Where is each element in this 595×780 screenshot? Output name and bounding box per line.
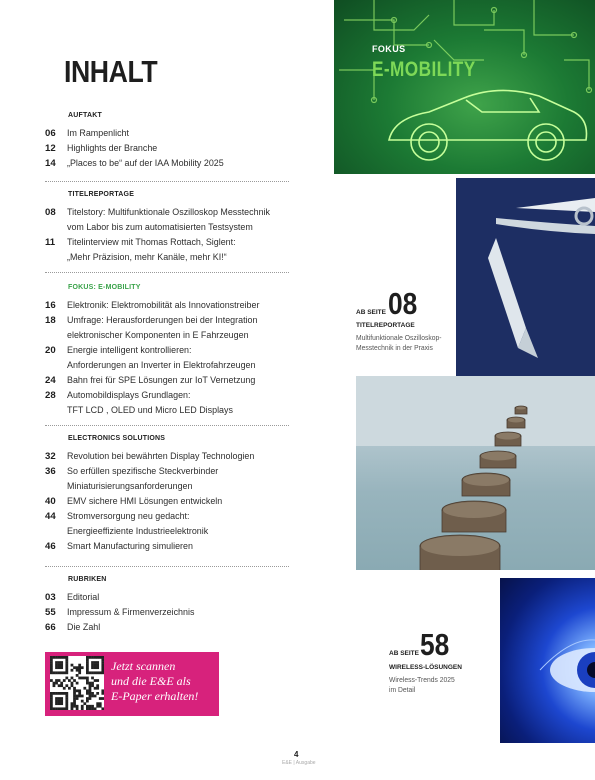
toc-entry[interactable] — [45, 313, 305, 343]
teaser-1-line-1: Multifunktionale Oszilloskop- — [356, 333, 442, 342]
toc-entry-page: 55 — [45, 607, 56, 618]
toc-entry-title: Revolution bei bewährten Display Technologien — [67, 451, 255, 462]
toc-entry-page: 28 — [45, 390, 56, 401]
toc-entry-page: 16 — [45, 300, 56, 311]
page-number: 4 — [294, 750, 299, 759]
qr-epaper-banner[interactable] — [45, 652, 219, 716]
section-heading: TITELREPORTAGE — [68, 191, 135, 198]
toc-entry-title: Energie intelligent kontrollieren: — [67, 345, 192, 356]
toc-entry-page: 24 — [45, 375, 56, 386]
section-divider — [45, 566, 289, 567]
toc-entry-page: 20 — [45, 345, 56, 356]
section-divider — [45, 425, 289, 426]
qr-code[interactable] — [50, 656, 104, 710]
section-heading: ELECTRONICS SOLUTIONS — [68, 435, 166, 442]
teaser-1-ab-label: AB SEITE — [356, 309, 386, 316]
toc-entry-page: 18 — [45, 315, 56, 326]
toc-entry-title: Miniaturisierungsanforderungen — [67, 481, 193, 492]
toc-entry-page: 12 — [45, 143, 56, 154]
teaser-2-line-2: im Detail — [389, 685, 416, 694]
toc-entry[interactable] — [45, 156, 305, 171]
page-title: INHALT — [64, 54, 158, 89]
page-footer: E&E | Ausgabe — [282, 760, 316, 766]
toc-entry[interactable] — [45, 464, 305, 494]
toc-entry-title: „Places to be“ auf der IAA Mobility 2025 — [67, 158, 224, 169]
toc-entry[interactable] — [45, 388, 305, 418]
section-divider — [45, 272, 289, 273]
toc-entry-title: Smart Manufacturing simulieren — [67, 541, 193, 552]
qr-banner-line-3: E-Paper erhalten! — [111, 689, 199, 703]
toc-entry-page: 06 — [45, 128, 56, 139]
toc-entry-title: Anforderungen an Inverter in Elektrofahrzeugen — [67, 360, 256, 371]
toc-entry-title: Stromversorgung neu gedacht: — [67, 511, 190, 522]
wooden-posts-sea-image — [356, 376, 595, 570]
toc-entry[interactable] — [45, 298, 305, 313]
teaser-2-line-1: Wireless-Trends 2025 — [389, 675, 455, 684]
qr-banner-line-1: Jetzt scannen — [111, 659, 176, 673]
teaser-2-kicker: WIRELESS-LÖSUNGEN — [389, 664, 462, 671]
toc-entry-title: vom Labor bis zum automatisierten Testsystem — [67, 222, 253, 233]
toc-entry-title: Editorial — [67, 592, 100, 603]
toc-entry[interactable] — [45, 509, 305, 539]
toc-entry-page: 46 — [45, 541, 56, 552]
toc-entry-page: 40 — [45, 496, 56, 507]
toc-entry-title: Automobildisplays Grundlagen: — [67, 390, 191, 401]
section-divider — [45, 181, 289, 182]
teaser-2-ab-label: AB SEITE — [389, 650, 419, 657]
toc-entry[interactable] — [45, 205, 305, 235]
toc-entry-page: 08 — [45, 207, 56, 218]
toc-entry-title: elektronischer Komponenten in E Fahrzeugen — [67, 330, 249, 341]
toc-entry-page: 11 — [45, 237, 56, 248]
emobility-circuit-car-image — [334, 0, 595, 174]
toc-entry[interactable] — [45, 590, 305, 605]
eye-image — [500, 578, 595, 743]
toc-entry-title: Umfrage: Herausforderungen bei der Integration — [67, 315, 258, 326]
toc-entry-title: Titelinterview mit Thomas Rottach, Siglent: — [67, 237, 236, 248]
toc-entry[interactable] — [45, 141, 305, 156]
toc-entry[interactable] — [45, 235, 305, 265]
section-heading: AUFTAKT — [68, 112, 102, 119]
toc-entry-title: Highlights der Branche — [67, 143, 158, 154]
toc-entry-page: 03 — [45, 592, 56, 603]
teaser-1-kicker: TITELREPORTAGE — [356, 322, 415, 329]
toc-entry[interactable] — [45, 373, 305, 388]
toc-entry-title: EMV sichere HMI Lösungen entwickeln — [67, 496, 223, 507]
section-heading: FOKUS: E-MOBILITY — [68, 284, 141, 291]
teaser-2-page-number: 58 — [420, 627, 450, 662]
toc-entry-page: 36 — [45, 466, 56, 477]
toc-entry[interactable] — [45, 494, 305, 509]
toc-entry-title: TFT LCD , OLED und Micro LED Displays — [67, 405, 233, 416]
toc-entry-title: Elektronik: Elektromobilität als Innovationstreiber — [67, 300, 260, 311]
toc-entry-page: 44 — [45, 511, 56, 522]
section-heading: RUBRIKEN — [68, 576, 107, 583]
toc-entry[interactable] — [45, 126, 305, 141]
fokus-title: E-MOBILITY — [372, 58, 476, 81]
toc-entry-title: Die Zahl — [67, 622, 101, 633]
toc-entry[interactable] — [45, 539, 305, 554]
toc-entry-title: Im Rampenlicht — [67, 128, 129, 139]
toc-entry[interactable] — [45, 620, 305, 635]
toc-entry-title: So erfüllen spezifische Steckverbinder — [67, 466, 219, 477]
toc-entry-title: „Mehr Präzision, mehr Kanäle, mehr KI!“ — [67, 252, 227, 263]
qr-banner-line-2: und die E&E als — [111, 674, 191, 688]
teaser-1-page-number: 08 — [388, 286, 418, 321]
toc-entry-title: Titelstory: Multifunktionale Oszilloskop Messtechnik — [67, 207, 270, 218]
toc-entry[interactable] — [45, 343, 305, 373]
toc-entry-title: Impressum & Firmenverzeichnis — [67, 607, 195, 618]
scissors-image — [456, 178, 595, 382]
toc-entry-page: 32 — [45, 451, 56, 462]
toc-entry-page: 66 — [45, 622, 56, 633]
toc-entry[interactable] — [45, 605, 305, 620]
teaser-1-line-2: Messtechnik in der Praxis — [356, 343, 433, 352]
toc-entry[interactable] — [45, 449, 305, 464]
toc-entry-page: 14 — [45, 158, 56, 169]
toc-entry-title: Energieeffiziente Industrieelektronik — [67, 526, 209, 537]
toc-entry-title: Bahn frei für SPE Lösungen zur IoT Vernetzung — [67, 375, 256, 386]
fokus-label: FOKUS — [372, 44, 406, 54]
